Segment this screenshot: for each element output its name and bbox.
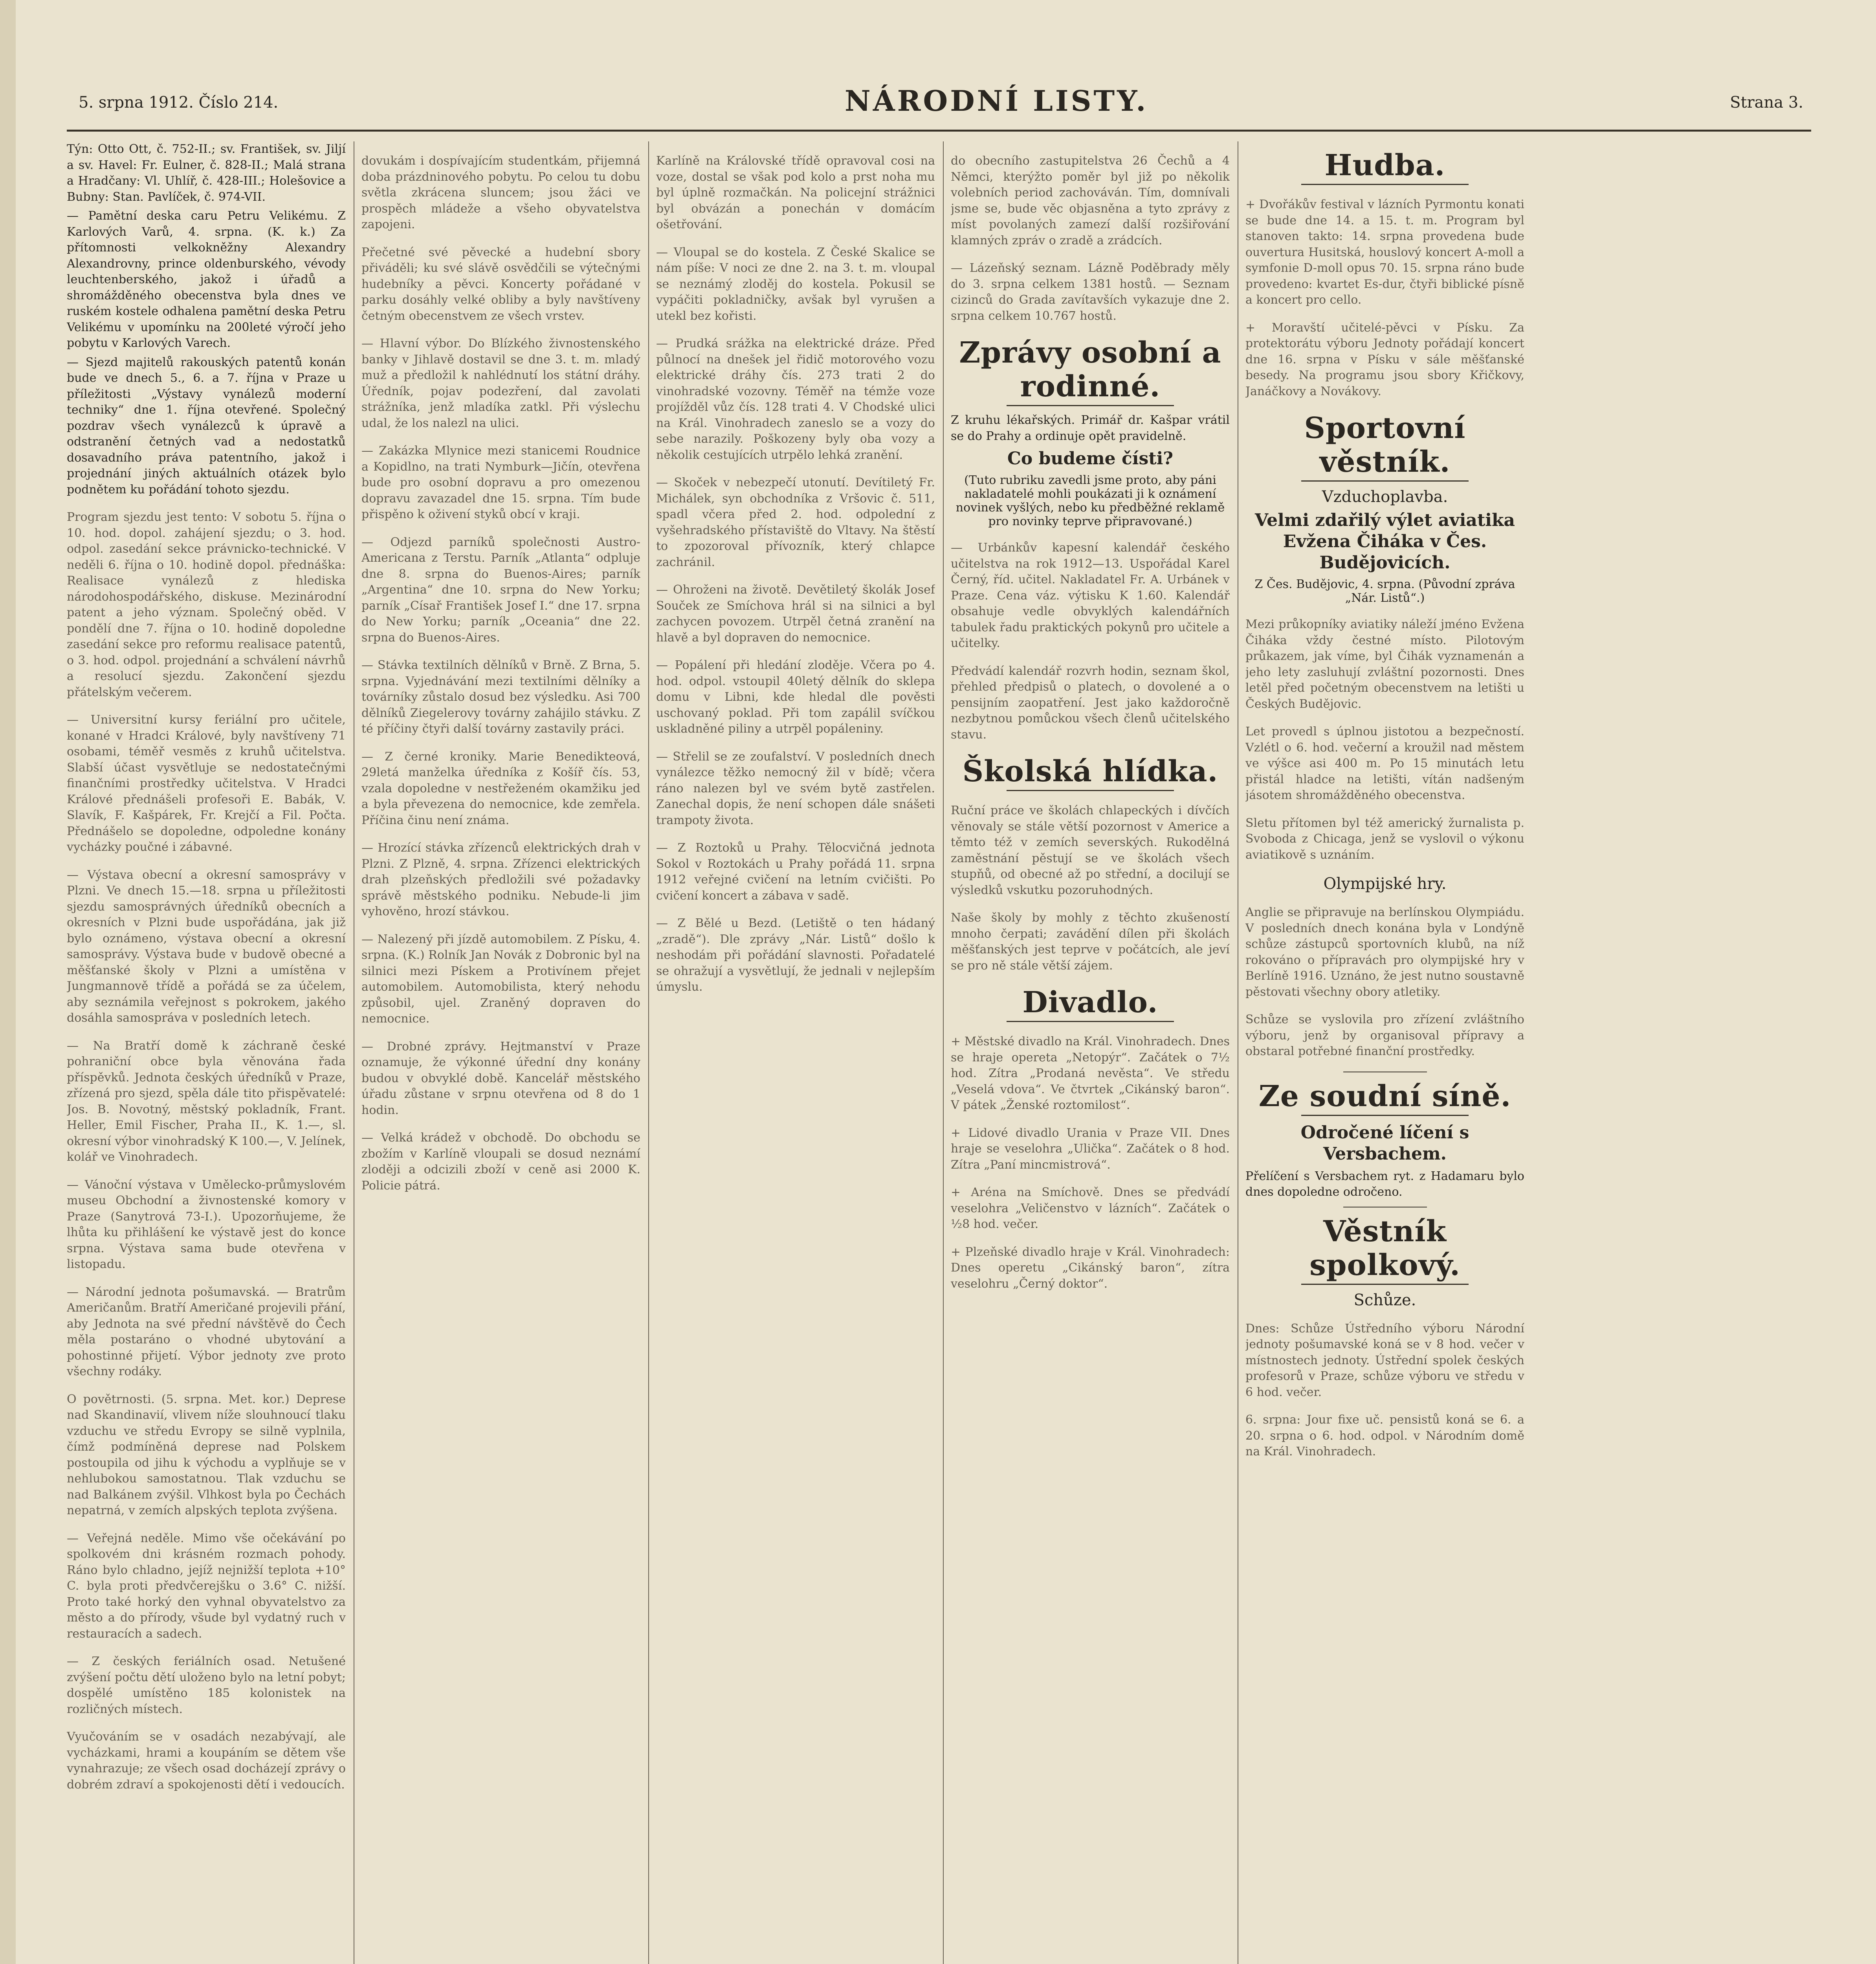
paragraph: Vyučováním se v osadách nezabývají, ale vycházkami, hrami a koupáním se dětem vše vynahrazuje; ze všech osad docházejí zprávy o dobrém zdraví a spokojenosti dětí i vedoucích.	[67, 1730, 346, 1792]
paragraph: — Lázeňský seznam. Lázně Poděbrady měly do 3. srpna celkem 1381 hostů. — Seznam cizinců do Grada zavítavších vykazuje dne 2. srpna celkem 10.767 hostů.	[951, 261, 1230, 323]
section-rule	[1007, 790, 1174, 791]
subsection-heading-olympics: Olympijské hry.	[1323, 875, 1447, 893]
paragraph: — Národní jednota pošumavská. — Bratrům Američanům. Bratří Američané projevili přání, aby Jednota na své přední návštěvě do Čech měla postaráno o vhodné ubytování a pohostinné přijetí. Výbor jednoty zve proto všechny rodáky.	[67, 1285, 346, 1378]
paragraph: — Hlavní výbor. Do Blízkého živnostenského banky v Jihlavě dostavil se dne 3. t. m. mladý muž a předložil k nahlédnutí los státní dráhy. Úředník, pojav podezření, dal zavolati strážníka, jenž mladíka zatkl. Při výslechu udal, že los nalezl na ulici.	[361, 337, 640, 430]
paragraph: — Velká krádež v obchodě. Do obchodu se zbožím v Karlíně vloupali se dosud neznámí zloději a odcizili zboží v ceně asi 2000 K. Policie pátrá.	[361, 1131, 640, 1193]
paragraph: — Z Roztoků u Prahy. Tělocvičná jednota Sokol v Roztokách u Prahy pořádá 11. srpna 1912 veřejné cvičení na letním cvičišti. Po cvičení koncert a zábava v sadě.	[656, 841, 935, 903]
paragraph: — Popálení při hledání zloděje. Včera po 4. hod. odpol. vstoupil 40letý dělník do sklepa domu v Libni, kde hledal dle pověsti uschovaný poklad. Při tom zapálil svíčkou uskladněné piliny a utrpěl popáleniny.	[656, 658, 935, 736]
article-headline: Velmi zdařilý výlet aviatika Evžena Čiháka v Čes. Budějovicích.	[1255, 510, 1515, 573]
paragraph: — Hrozící stávka zřízenců elektrických drah v Plzni. Z Plzně, 4. srpna. Zřízenci elektrických drah plzeňských předložili své požadavky správě městského podniku. Nebude-li jim vyhověno, hrozí stávkou.	[361, 841, 640, 918]
article-headline: Odročené líčení s Versbachem.	[1300, 1122, 1469, 1164]
section-heading-theatre: Divadlo.	[1022, 986, 1158, 1019]
paragraph: — Zakázka Mlynice mezi stanicemi Roudnice a Kopidlno, na trati Nymburk—Jičín, otevřena bude pro osobní dopravu a pro omezenou dopravu zavazadel dne 15. srpna. Tím bude přispěno k oživení styků obcí v kraji.	[361, 444, 640, 521]
subsection-heading-aviation: Vzduchoplavba.	[1322, 488, 1448, 506]
paragraph: — Skoček v nebezpečí utonutí. Devítiletý Fr. Michálek, syn obchodníka z Vršovic č. 511, spadl včera před 2. hod. odpolední z vyšehradského přístaviště do Vltavy. Na štěstí to zpozoroval přívozník, který chlapce zachránil.	[656, 476, 935, 569]
paragraph: — Z černé kroniky. Marie Benedikteová, 29letá manželka úředníka z Košíř čís. 53, vzala dopoledne v nestřeženém okamžiku jed a byla převezena do nemocnice, kde zemřela. Příčina činu není známa.	[361, 749, 640, 827]
paragraph: — Vánoční výstava v Umělecko-průmyslovém museu Obchodní a živnostenské komory v Praze (Sanytrová 73-I.). Upozorňujeme, že lhůta ku přihlášení ke výstavě jest do konce srpna. Výstava sama bude otevřena v listopadu.	[67, 1178, 346, 1271]
paragraph: Naše školy by mohly z těchto zkušeností mnoho čerpati; zavádění dílen při školách měšťanských jest teprve v počátcích, ale jeví se pro ně stále větší zájem.	[951, 911, 1230, 973]
section-rule	[1007, 1021, 1174, 1022]
section-heading-personal-news: Zprávy osobní a rodinné.	[959, 336, 1221, 403]
paragraph: + Dvořákův festival v lázních Pyrmontu konati se bude dne 14. a 15. t. m. Program byl stanoven takto: 14. srpna provedena bude ouvertura Husitská, houslový koncert A-moll a symfonie D-moll opus 70. 15. srpna ráno bude provedeno: kvartet Es-dur, čtyři biblické písně a koncert pro cello.	[1245, 198, 1524, 307]
subsection-heading-meetings: Schůze.	[1353, 1291, 1416, 1309]
paragraph: — Stávka textilních dělníků v Brně. Z Brna, 5. srpna. Vyjednávání mezi textilními dělníky a továrníky zůstalo dosud bez výsledku. Asi 700 dělníků Ziegelerovy továrny zahájilo stávku. Z té příčiny čtyři další továrny zastavily práci.	[361, 658, 640, 736]
section-heading-court: Ze soudní síně.	[1258, 1079, 1511, 1113]
paragraph: — Z Bělé u Bezd. (Letiště o ten hádaný „zradě“). Dle zprávy „Nár. Listů“ došlo k neshodám při pořádání slavnosti. Pořadatelé se ohražují a vysvětlují, že jednali v nejlepším úmyslu.	[656, 916, 935, 994]
column-1	[67, 141, 346, 1964]
paragraph: + Plzeňské divadlo hraje v Král. Vinohradech: Dnes operetu „Cikánský baron“, zítra veselohru „Černý doktor“.	[951, 1245, 1230, 1291]
paragraph: — Veřejná neděle. Mimo vše očekávání po spolkovém dni krásném rozmach pohody. Ráno bylo chladno, jejíž nejnižší teplota +10° C. byla proti předvčerejšku o 3.6° C. nižší. Proto také horký den vyhnal obyvatelstvo za město a do přírody, všude byl vydatný ruch v restauracích a sadech.	[67, 1531, 346, 1641]
section-heading-societies: Věstník spolkový.	[1309, 1214, 1460, 1282]
paragraph: — Odjezd parníků společnosti Austro-Americana z Terstu. Parník „Atlanta“ odpluje dne 8. srpna do Buenos-Aires; parník „Argentina“ dne 10. srpna do New Yorku; parník „Císař František Josef I.“ dne 17. srpna do New Yorku; parník „Oceania“ dne 22. srpna do Buenos-Aires.	[361, 535, 640, 645]
paragraph: Ruční práce ve školách chlapeckých i dívčích věnovaly se stále větší pozornost v Americe a těmto též v zemích severských. Rukodělná zaměstnání pěstují se ve školách všech stupňů, od obecné až po střední, a docilují se výsledků vskutku pozoruhodných.	[951, 804, 1230, 897]
column-3	[656, 141, 935, 1964]
paragraph: — Drobné zprávy. Hejtmanství v Praze oznamuje, že výkonné úřední dny konány budou v obvyklé době. Kancelář městského úřadu zůstane v srpnu otevřena od 8 do 1 hodin.	[361, 1039, 640, 1117]
paragraph: Program sjezdu jest tento: V sobotu 5. října o 10. hod. dopol. zahájení sjezdu; o 3. hod. odpol. zasedání sekce právnicko-technické. V neděli 6. října o 10. hodině dopol. přednáška: Realisace vynálezů z hlediska národohospodářského, diskuse. Mezinárodní patent a jeho význam. Společný oběd. V pondělí dne 7. října o 10. hodině dopoledne zasedání sekce pro reformu realisace patentů, o 3. hod. odpol. projednání a schválení návrhů a resolucí sjezdu. Zakončení sjezdu přátelským večerem.	[67, 510, 346, 699]
paragraph: — Sjezd majitelů rakouských patentů konán bude ve dnech 5., 6. a 7. října v Praze u příležitosti „Výstavy vynálezů moderní techniky“ dne 1. října otevřené. Společný pozdrav všech vynálezců k úpravě a odstranění četných vad a nedostatků dosavadního práva patentního, jakož i projednání jiných aktuálních otázek bylo podnětem ku pořádání tohoto sjezdu.	[67, 355, 346, 496]
page-binding-edge	[0, 0, 16, 1964]
paragraph: Předvádí kalendář rozvrh hodin, seznam škol, přehled předpisů o platech, o dovolené a o pensijním zaopatření. Jest jako každoročně nezbytnou pomůckou všech členů učitelského stavu.	[951, 664, 1230, 742]
section-rule	[1007, 405, 1174, 406]
paragraph: + Moravští učitelé-pěvci v Písku. Za protektorátu výboru Jednoty pořádají koncert dne 16. srpna v Písku v sále měšťanské besedy. Na programu jsou sbory Křičkovy, Janáčkovy a Novákovy.	[1245, 321, 1524, 398]
section-rule	[1301, 184, 1469, 185]
newspaper-title: NÁRODNÍ LISTY.	[845, 84, 1148, 117]
section-heading-sports: Sportovní věstník.	[1304, 411, 1466, 479]
paragraph: do obecního zastupitelstva 26 Čechů a 4 Němci, kterýžto poměr byl již po několik volebních period zachováván. Tím, domnívali jsme se, bude věc objasněna a tyto zprávy z míst povolaných zamezí další rozšiřování klamných zpráv o zradě a zrádcích.	[951, 154, 1230, 247]
paragraph: Dnes: Schůze Ústředního výboru Národní jednoty pošumavské koná se v 8 hod. večer v místnostech jednoty. Ústřední spolek českých profesorů v Praze, schůze výboru ve středu v 6 hod. večer.	[1245, 1321, 1524, 1399]
paragraph: O povětrnosti. (5. srpna. Met. kor.) Deprese nad Skandinavií, vlivem níže slouhnoucí tlaku vzduchu ve středu Evropy se silně vyplnila, čímž podmíněná deprese nad Polskem postoupila od jihu k východu a vyplňuje se v nehlubokou samostatnou. Tlak vzduchu se nad Balkánem zvýšil. Vlhkost byla po Čechách nepatrná, v zemích alpských teplota zvýšena.	[67, 1392, 346, 1517]
section-heading-school-watch: Školská hlídka.	[962, 755, 1218, 788]
section-note: (Tuto rubriku zavedli jsme proto, aby páni nakladatelé mohli poukázati ji k oznámení novinek vyšlých, nebo ku předběžné reklamě pro novinky teprve připravované.)	[955, 473, 1225, 528]
paragraph: — Prudká srážka na elektrické dráze. Před půlnocí na dnešek jel řidič motorového vozu elektrické dráhy čís. 273 trati 2 do vinohradské vozovny. Téměř na témže voze projížděl vůz čís. 128 trati 4. V Chodské ulici na Král. Vinohradech zaneslo se a vozy do sebe narazily. Poškozeny byly oba vozy a několik cestujících utrpělo lehká zranění.	[656, 337, 935, 462]
column-5	[1245, 141, 1807, 1964]
paragraph: — Ohroženi na životě. Devětiletý školák Josef Souček ze Smíchova hrál si na silnici a byl zachycen povozem. Utrpěl četná zranění na hlavě a byl dopraven do nemocnice.	[656, 583, 935, 645]
paragraph: Let provedl s úplnou jistotou a bezpečností. Vzlétl o 6. hod. večerní a kroužil nad městem ve výšce asi 400 m. Po 15 minutách letu přistál hladce na letišti, vítán nadšeným jásotem shromážděného obecenstva.	[1245, 725, 1524, 802]
paragraph: — Vloupal se do kostela. Z České Skalice se nám píše: V noci ze dne 2. na 3. t. m. vloupal se neznámý zloděj do kostela. Pokusil se vypáčiti pokladničky, avšak byl vyrušen a utekl bez kořisti.	[656, 245, 935, 323]
paragraph: — Pamětní deska caru Petru Velikému. Z Karlových Varů, 4. srpna. (K. k.) Za přítomnosti velkokněžny Alexandry Alexandrovny, prince oldenburského, vévody leuchtenberského, jakož i úřadů a shromážděného obecenstva byla dnes ve ruském kostele odhalena pamětní deska Petru Velikému v upomínku na 200leté výročí jeho pobytu v Karlových Varech.	[67, 209, 346, 350]
paragraph: — Nalezený při jízdě automobilem. Z Písku, 4. srpna. (K.) Rolník Jan Novák z Dobronic byl na silnici mezi Pískem a Protivínem přejet automobilem. Automobilista, který nehodu způsobil, ujel. Zraněný dopraven do nemocnice.	[361, 932, 640, 1026]
paragraph: — Universitní kursy feriální pro učitele, konané v Hradci Králové, byly navštíveny 71 osobami, téměř vesměs z kruhů učitelstva. Slabší účast vysvětluje se nedostatečnými finančními prostředky učitelstva. V Hradci Králové přednášeli profesoři E. Babák, V. Slavík, F. Kašpárek, Fr. Krejčí a Fil. Počta. Přednášelo se dopoledne, odpoledne konány vycházky poučné i zábavné.	[67, 713, 346, 854]
section-rule	[1301, 480, 1469, 482]
header-page-number: Strana 3.	[1730, 93, 1803, 112]
paragraph: — Střelil se ze zoufalství. V posledních dnech vynálezce těžko nemocný žil v bídě; včera ráno nalezen byl ve svém bytě zastřelen. Zanechal dopis, že není schopen dále snášeti trampoty života.	[656, 749, 935, 827]
header-date-issue: 5. srpna 1912. Číslo 214.	[79, 93, 279, 112]
paragraph: Mezi průkopníky aviatiky náleží jméno Evžena Čiháka vždy čestné místo. Pilotovým průkazem, jak víme, byl Čihák vyznamenán a jeho lety zasluhují zvláštní pozornosti. Dnes letěl před početným obecenstvem na letišti u Českých Budějovic.	[1245, 617, 1524, 711]
section-rule	[1301, 1115, 1469, 1116]
section-rule	[1301, 1284, 1469, 1285]
page-header	[67, 82, 1811, 126]
paragraph: + Lidové divadlo Urania v Praze VII. Dnes hraje se veselohra „Ulička“. Začátek o 8 hod. Zítra „Paní mincmistrová“.	[951, 1126, 1230, 1172]
paragraph: Přečetné své pěvecké a hudební sbory přiváděli; ku své slávě osvědčili se výtečnými hudebníky a pěvci. Koncerty pořádané v parku dosáhly velké obliby a byly navštíveny četným obecenstvem ze všech vrstev.	[361, 245, 640, 323]
paragraph: Sletu přítomen byl též americký žurnalista p. Svoboda z Chicaga, jenž se vyslovil o výkonu aviatikově s uznáním.	[1245, 816, 1524, 862]
column-4	[951, 141, 1230, 1964]
paragraph: dovukám i dospívajícím studentkám, přijemná doba prázdninového pobytu. Po celou tu dobu světla zkrácena sluncem; jsou žáci ve prospěch mládeže a všeho obyvatelstva zapojeni.	[361, 154, 640, 231]
column-divider	[943, 141, 944, 1964]
paragraph: — Na Bratří domě k záchraně české pohraniční obce byla věnována řada příspěvků. Jednota českých úředníků v Praze, zřízená pro sjezd, spěla dále tito přispěvatelé: Jos. B. Novotný, městský pokladník, Frant. Heller, Emil Fischer, Praha II., K. 1.—, sl. okresní výbor vinohradský K 100.—, V. Jelínek, kolář ve Vinohradech.	[67, 1039, 346, 1164]
article-dateline: Z Čes. Budějovic, 4. srpna. (Původní zpráva „Nár. Listů“.)	[1254, 577, 1515, 605]
paragraph: — Urbánkův kapesní kalendář českého učitelstva na rok 1912—13. Uspořádal Karel Černý, říd. učitel. Nakladatel Fr. A. Urbánek v Praze. Cena váz. výtisku K 1.60. Kalendář obsahuje vedle obvyklých kalendářních tabulek řadu praktických pokynů pro učitele a učitelky.	[951, 541, 1230, 650]
paragraph: — Z českých feriálních osad. Netušené zvýšení počtu dětí uloženo bylo na letní pobyt; dospělé umístěno 185 kolonistek na rozličných místech.	[67, 1654, 346, 1716]
column-2	[361, 141, 640, 1964]
section-heading-music: Hudba.	[1324, 148, 1445, 182]
paragraph: Týn: Otto Ott, č. 752-II.; sv. František, sv. Jiljí a sv. Havel: Fr. Eulner, č. 828-II.; Malá strana a Hradčany: Vl. Uhlíř, č. 428-III.; Holešovice a Bubny: Stan. Pavlíček, č. 974-VII.	[67, 142, 346, 204]
paragraph: + Aréna na Smíchově. Dnes se předvádí veselohra „Veličenstvo v lázních“. Začátek o ½8 hod. večer.	[951, 1185, 1230, 1231]
header-rule	[67, 130, 1811, 132]
paragraph: Karlíně na Královské třídě opravoval cosi na voze, dostal se však pod kolo a prst noha mu byl úplně rozmačkán. Na policejní strážnici byl obvázán a ponechán v domácím ošetřování.	[656, 154, 935, 231]
paragraph: — Výstava obecní a okresní samosprávy v Plzni. Ve dnech 15.—18. srpna u příležitosti sjezdu samosprávných úředníků obecních a okresních v Plzni bude uspořádána, jak již bylo oznámeno, výstava obecní a okresní samosprávy. Výstava bude v budově obecné a měšťanské školy v Plzni a umístěna v Jungmannově třídě a pořádá se za účelem, aby seznámila veřejnost s pokrokem, jakého dosáhla samospráva v posledních letech.	[67, 868, 346, 1025]
paragraph: Anglie se připravuje na berlínskou Olympiádu. V posledních dnech konána byla v Londýně schůze zástupců sportovních klubů, na níž rokováno o přípravách pro olympijské hry v Berlíně 1916. Uznáno, že jest nutno soustavně pěstovati všechny obory atletiky.	[1245, 905, 1524, 999]
paragraph: Z kruhu lékařských. Primář dr. Kašpar vrátil se do Prahy a ordinuje opět pravidelně.	[951, 413, 1230, 443]
section-heading-what-to-read: Co budeme čísti?	[1007, 449, 1174, 469]
paragraph: Schůze se vyslovila pro zřízení zvláštního výboru, jenž by organisoval přípravy a obstaral potřebné finanční prostředky.	[1245, 1013, 1524, 1058]
paragraph: + Městské divadlo na Král. Vinohradech. Dnes se hraje opereta „Netopýr“. Začátek o 7½ hod. Zítra „Prodaná nevěsta“. Ve středu „Veselá vdova“. Ve čtvrtek „Cikánský baron“. V pátek „Ženské roztomilost“.	[951, 1035, 1230, 1112]
paragraph: Přelíčení s Versbachem ryt. z Hadamaru bylo dnes dopoledne odročeno.	[1245, 1169, 1524, 1199]
paragraph: 6. srpna: Jour fixe uč. pensistů koná se 6. a 20. srpna o 6. hod. odpol. v Národním domě na Král. Vinohradech.	[1245, 1413, 1524, 1458]
column-divider	[648, 141, 649, 1964]
